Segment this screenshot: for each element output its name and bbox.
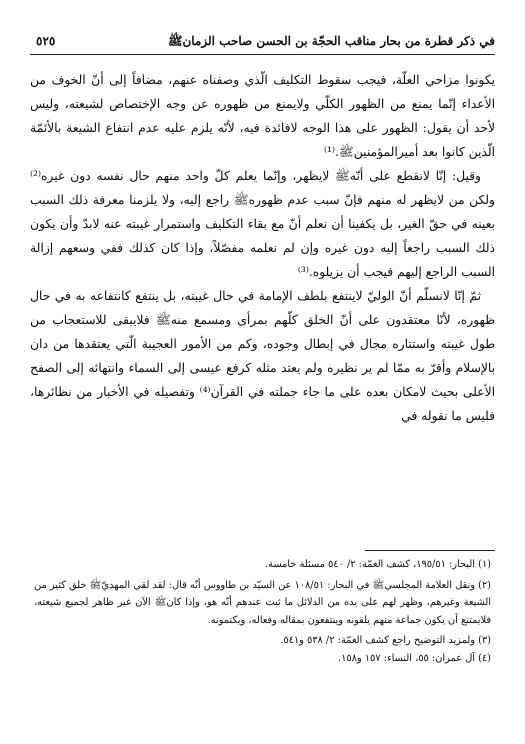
footnote-2: (٢) ونقل العلامة المجلسيﷺ في البحار: ١٠٨/٥١ عن السيّد بن طاووس أنّه قال: لقد لقي المهديّﷺ خلق كثير من الشيعة وغيرهم، وظهر لهم على يده من الدلائل ما ثبت عندهم أنّه هو، وإذا كانﷺ الآن غير ظاهر لجميع شيعته، فلايمتنع أن يكون جماعة منهم يلقونه وينتفعون بمقاله وفعاله، ويكتمونه.	[34, 579, 491, 626]
paragraph-2: وقيل: إنّا لانقطع على أنّهﷺ لايظهر، وإنّما يعلم كلّ واحد منهم حال نفسه دون غيره⁽²⁾ ولكن من لايظهر له منهم فإنّ سبب عدم ظهورهﷺ راجع إليه، ولا يلزمنا معرفة ذلك السبب بعينه في حقّ الغير، بل يكفينا أن نعلم أنّ مع بقاء التكليف واستمرار غيبته عنه لابدّ وأن يكون ذلك السبب راجعاً إليه دون غيره وإن لم نعلمه مفصّلاً، وإذا كان كذلك ففي وسعهم إزالة السبب الراجع إليهم فيجب أن يزيلوه.⁽³⁾	[30, 169, 495, 279]
footnote-4: (٤) آل عمران: ٥٥، النساء: ١٥٧ و١٥٨.	[337, 652, 491, 664]
footnotes	[34, 556, 491, 667]
main-text	[30, 68, 495, 428]
paragraph-1: يكونوا مزاحي العلّة، فيجب سقوط التكليف الّذي وصفناه عنهم، مضافاً إلى أنّ الخوف من الأعداء إنّما يمنع من الظهور الكلّي ولايمنع من ظهوره عن وجه الإختصاص لشيعته، وليس لأحد أن يقول: الظهور على هذا الوجه لافائدة فيه، لأنّه يلزم عليه عدم انتفاع الشيعة بالأئمّة الّذين كانوا بعد أميرالمؤمنينﷺ.⁽¹⁾	[30, 73, 495, 159]
footnote-1: (١) البحار: ١٩٥/٥١، كشف الغمّة: ٢/ ٥٤٠ مسئلة خامسة.	[264, 559, 491, 570]
running-title: في ذكر قطرة من بحار مناقب الحجّة بن الحسن صاحب الزمانﷺ	[167, 34, 495, 48]
page-number: ٥٢٥	[36, 34, 56, 48]
paragraph-3: ثمّ إنّا لانسلّم أنّ الوليّ لاينتفع بلطف الإمامة في حال غيبته، بل ينتفع كانتفاعه به في حال ظهوره، لأنّا معتقدون على أنّ الخلق كلّهم بمرأى ومسمع منهﷺ فلايبقى للاستعجاب من طول غيبته واستتاره مجال في إبطال وجوده، وكم من الأمور العجيبة الّتي يعتقدها من دان بالإسلام وأقرّ به ممّا لم ير نظيره ولم يعتد مثله كرفع عيسى إلى السماء وانتهائه إلى الصفح الأعلى بحيث لامكان بعده على ما جاء جملته في القرآن⁽⁴⁾ وتفصيله في الأخبار من نظائرها، فليس ما نقوله في	[30, 289, 496, 423]
footnote-divider	[365, 550, 495, 551]
page-header	[30, 32, 495, 55]
footnote-3: (٣) ولمزيد التوضيح راجع كشف الغمّة: ٢/ ٥٣٨ و٥٤١.	[280, 635, 491, 646]
